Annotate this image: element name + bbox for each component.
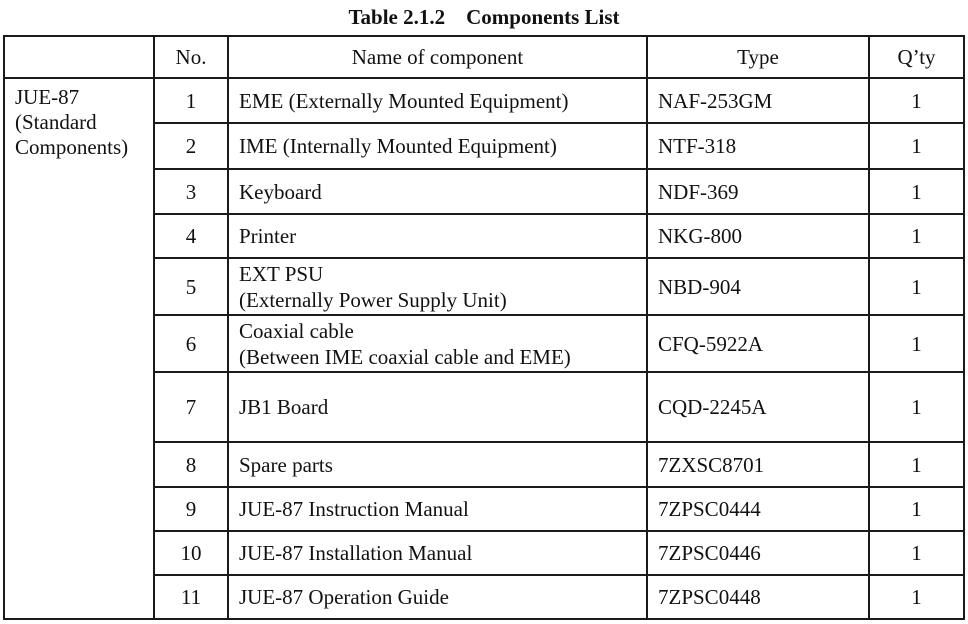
cell-name: [228, 315, 647, 372]
component-name: Coaxial cable: [239, 318, 354, 343]
cell-no: 10: [154, 531, 228, 575]
cell-no: 1: [154, 78, 228, 123]
cell-qty: 1: [869, 487, 964, 531]
group-label-line: JUE-87: [15, 85, 80, 109]
cell-no: 5: [154, 258, 228, 315]
cell-qty: 1: [869, 315, 964, 372]
cell-no: 7: [154, 372, 228, 442]
cell-name: [228, 258, 647, 315]
header-group: [4, 36, 154, 78]
components-table: [3, 35, 965, 620]
cell-qty: 1: [869, 214, 964, 258]
component-name: EXT PSU: [239, 261, 324, 286]
cell-no: 4: [154, 214, 228, 258]
component-name: JUE-87 Instruction Manual: [239, 497, 469, 521]
component-name: JUE-87 Installation Manual: [239, 541, 473, 565]
cell-qty: 1: [869, 531, 964, 575]
component-name: IME (Internally Mounted Equipment): [239, 134, 557, 158]
group-label-cell: [4, 78, 154, 619]
cell-qty: 1: [869, 575, 964, 619]
component-name: EME (Externally Mounted Equipment): [239, 88, 569, 113]
group-label-line: (Standard: [15, 110, 97, 134]
cell-type: CQD-2245A: [647, 372, 869, 442]
cell-no: 2: [154, 123, 228, 169]
cell-name: [228, 372, 647, 442]
cell-qty: 1: [869, 258, 964, 315]
component-name: JUE-87 Operation Guide: [239, 585, 449, 609]
cell-no: 9: [154, 487, 228, 531]
header-name: Name of component: [228, 36, 647, 78]
cell-type: NBD-904: [647, 258, 869, 315]
cell-type: 7ZPSC0446: [647, 531, 869, 575]
cell-qty: 1: [869, 123, 964, 169]
cell-name: [228, 214, 647, 258]
component-name: Keyboard: [239, 179, 322, 204]
cell-qty: 1: [869, 372, 964, 442]
cell-qty: 1: [869, 78, 964, 123]
component-name-detail: (Between IME coaxial cable and EME): [239, 344, 571, 369]
component-name: JB1 Board: [239, 395, 329, 419]
cell-type: NKG-800: [647, 214, 869, 258]
group-label-line: Components): [15, 135, 129, 159]
cell-name: [228, 531, 647, 575]
cell-type: NDF-369: [647, 169, 869, 214]
component-name-detail: (Externally Power Supply Unit): [239, 287, 507, 312]
cell-name: [228, 123, 647, 169]
cell-name: [228, 487, 647, 531]
cell-type: 7ZXSC8701: [647, 442, 869, 487]
cell-type: CFQ-5922A: [647, 315, 869, 372]
cell-no: 3: [154, 169, 228, 214]
header-type: Type: [647, 36, 869, 78]
cell-qty: 1: [869, 169, 964, 214]
cell-name: [228, 442, 647, 487]
table-header-row: [4, 36, 964, 78]
cell-name: [228, 169, 647, 214]
component-name: Printer: [239, 224, 297, 248]
cell-name: [228, 78, 647, 123]
header-no: No.: [154, 36, 228, 78]
cell-no: 11: [154, 575, 228, 619]
table-row: [4, 78, 964, 123]
header-qty: Q’ty: [869, 36, 964, 78]
cell-type: 7ZPSC0444: [647, 487, 869, 531]
component-name: Spare parts: [239, 452, 333, 477]
cell-name: [228, 575, 647, 619]
cell-type: 7ZPSC0448: [647, 575, 869, 619]
cell-type: NAF-253GM: [647, 78, 869, 123]
cell-qty: 1: [869, 442, 964, 487]
cell-type: NTF-318: [647, 123, 869, 169]
table-caption: Table 2.1.2 Components List: [348, 5, 620, 29]
cell-no: 8: [154, 442, 228, 487]
cell-no: 6: [154, 315, 228, 372]
